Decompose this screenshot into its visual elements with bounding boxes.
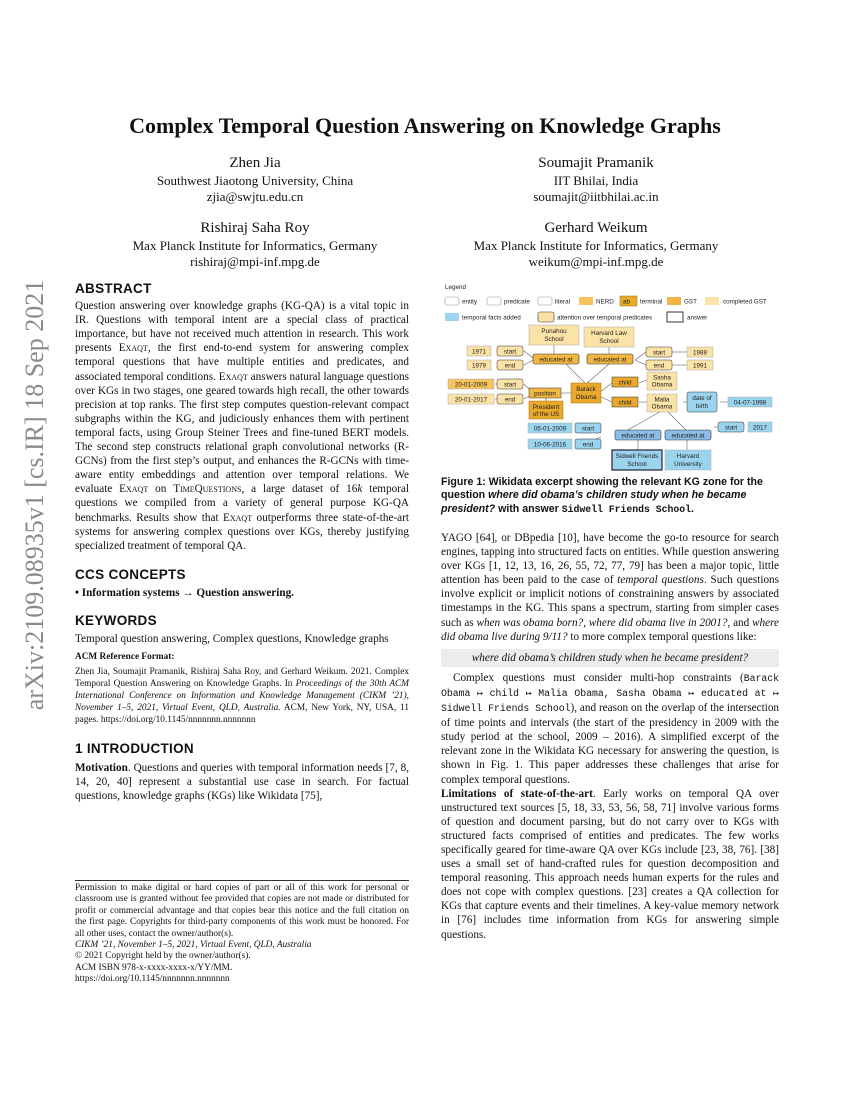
legend-completed-gst: completed GST <box>723 298 767 306</box>
svg-text:Sasha: Sasha <box>653 374 671 382</box>
keywords-heading: KEYWORDS <box>75 612 157 628</box>
right-paragraph-2: Complex questions must consider multi-hop constraints (Barack Obama ↦ child ↦ Malia Obama, Sasha Obama ↦ educated at ↦ Sidwell Friends School), and reason on the overlap of the intersection of time points and intervals (the start of the presidency in 2009 with the study period at the school, 2009 – 2016). A simplified excerpt of the relevant zone in the Wikidata KG necessary for answering the question, is shown in Fig. 1. This paper addresses these challenges that arise for complex temporal questions. <box>441 671 780 786</box>
legend-title: Legend <box>445 284 467 291</box>
left-column <box>75 282 409 803</box>
svg-text:end: end <box>504 362 516 370</box>
svg-text:School: School <box>599 338 619 345</box>
arxiv-id: arXiv:2109.08935v1 [cs.IR] 18 Sep 2021 <box>20 279 49 711</box>
right-column <box>441 531 779 942</box>
example-question-box: where did obama’s children study when he became president? <box>441 649 779 667</box>
svg-text:start: start <box>652 349 666 357</box>
svg-text:Harvard: Harvard <box>676 453 700 460</box>
author-name: Zhen Jia <box>229 155 281 171</box>
legend-literal: literal <box>555 298 571 306</box>
paper-title: Complex Temporal Question Answering on Knowledge Graphs <box>129 113 721 138</box>
svg-text:School: School <box>544 336 564 343</box>
author-block-4 <box>416 219 776 270</box>
legend-temporal-facts: temporal facts added <box>462 314 521 322</box>
svg-text:educated at: educated at <box>539 356 573 364</box>
legend-nerd: NERD <box>596 298 614 306</box>
svg-text:President: President <box>532 404 560 411</box>
svg-text:20-01-2009: 20-01-2009 <box>454 381 488 389</box>
svg-text:Malia: Malia <box>654 396 670 404</box>
svg-text:Obama: Obama <box>651 381 673 389</box>
intro-heading: 1 INTRODUCTION <box>75 740 194 756</box>
conference-info: CIKM ’21, November 1–5, 2021, Virtual Event, QLD, Australia <box>75 940 312 951</box>
svg-text:child: child <box>618 399 632 407</box>
author-email: zjia@swjtu.edu.cn <box>206 189 304 204</box>
svg-text:educated at: educated at <box>671 432 705 440</box>
svg-text:20-01-2017: 20-01-2017 <box>454 396 488 404</box>
legend-attention: attention over temporal predicates <box>557 314 653 322</box>
acm-ref-heading: ACM Reference Format: <box>75 652 175 663</box>
author-name: Rishiraj Saha Roy <box>200 220 310 236</box>
abstract-heading: ABSTRACT <box>75 281 152 296</box>
author-affiliation: Southwest Jiaotong University, China <box>156 173 354 188</box>
svg-text:School: School <box>627 461 647 468</box>
svg-text:of the US: of the US <box>532 411 560 418</box>
keywords-text: Temporal question answering, Complex questions, Knowledge graphs <box>75 633 389 646</box>
footnote-rule <box>75 880 409 881</box>
author-email: soumajit@iitbhilai.ac.in <box>533 189 659 204</box>
legend-answer-swatch <box>667 312 683 322</box>
svg-text:end: end <box>582 441 594 449</box>
author-email: rishiraj@mpi-inf.mpg.de <box>190 254 320 269</box>
legend-predicate: predicate <box>504 298 530 306</box>
svg-text:educated at: educated at <box>621 432 655 440</box>
svg-text:1971: 1971 <box>471 348 487 356</box>
legend-predicate-swatch <box>487 297 501 305</box>
isbn: ACM ISBN 978-x-xxxx-xxxx-x/YY/MM. <box>75 962 233 973</box>
svg-text:2017: 2017 <box>752 424 768 432</box>
copyright: © 2021 Copyright held by the owner/author(s). <box>75 951 251 962</box>
author-block-3 <box>75 219 435 270</box>
legend-entity-swatch <box>445 297 459 305</box>
svg-text:Harvard Law: Harvard Law <box>591 330 627 337</box>
author-affiliation: IIT Bhilai, India <box>553 173 639 188</box>
svg-text:1991: 1991 <box>692 362 708 370</box>
svg-text:start: start <box>503 348 517 356</box>
svg-text:University: University <box>674 461 702 468</box>
legend-terminal: terminal <box>640 298 663 306</box>
author-name: Soumajit Pramanik <box>538 155 654 171</box>
legend-entity: entity <box>462 298 478 306</box>
legend-ab: ab <box>623 298 631 306</box>
author-affiliation: Max Planck Institute for Informatics, Germany <box>473 238 719 253</box>
figure-caption: Figure 1: Wikidata excerpt showing the relevant KG zone for the question where did obama’s children study when he became president? with answer Sidwell Friends School. <box>441 476 763 515</box>
arxiv-sidebar <box>10 279 60 711</box>
right-paragraph-1: YAGO [64], or DBpedia [10], have become the go-to resource for search engines, tapping into structured facts on entities. While question answering over KGs [1, 12, 13, 16, 26, 55, 72, 77, 79] has been a major topic, little attention has been paid to the case of temporal questions. Such questions involve explicit or implicit notions of constraining answers by associated timestamps in the KG. This spans a spectrum, starting from simpler cases such as when was obama born?, where did obama live in 2001?, and where did obama live during 9/11? to more complex temporal questions like: <box>441 532 779 643</box>
svg-text:Obama: Obama <box>651 403 673 411</box>
svg-text:Sidwell Friends: Sidwell Friends <box>615 453 659 460</box>
svg-text:date of: date of <box>692 395 712 402</box>
right-paragraph-3: Limitations of state-of-the-art. Early works on temporal QA over unstructured text sources [5, 18, 33, 53, 56, 58, 71] involve various forms of question and document parsing, but do not carry over to KGs with structured facts comprised of entities and predicates. The few works specifically geared for time-aware QA over KGs include [23, 38, 76]. [38] uses a small set of hand-crafted rules for question decomposition and temporal reasoning. This approach needs human experts for the rules and does not cope with complex questions. [23] creates a QA collection for KGs that capture events and their timelines. A key-value memory network in [76] includes time information from KGs for answering simple questions. <box>441 787 779 941</box>
svg-text:start: start <box>503 381 517 389</box>
author-block-2 <box>416 154 776 205</box>
author-email: weikum@mpi-inf.mpg.de <box>528 254 664 269</box>
svg-text:end: end <box>653 362 665 370</box>
ccs-text: • Information systems → Question answering. <box>75 586 294 599</box>
author-name: Gerhard Weikum <box>544 220 648 236</box>
acm-ref-text: Zhen Jia, Soumajit Pramanik, Rishiraj Saha Roy, and Gerhard Weikum. 2021. Complex Temporal Question Answering on Knowledge Graphs. In Proceedings of the 30th ACM International Conference on Information and Knowledge Management (CIKM ’21), November 1–5, 2021, Virtual Event, QLD, Australia. ACM, New York, NY, USA, 11 pages. https://doi.org/10.1145/nnnnnnn.nnnnnnn <box>75 666 410 726</box>
legend-attention-swatch <box>538 312 554 322</box>
svg-text:05-01-2009: 05-01-2009 <box>533 425 567 433</box>
svg-text:end: end <box>504 396 516 404</box>
legend-gst-swatch <box>667 297 681 305</box>
legend-completed-gst-swatch <box>705 297 719 305</box>
svg-text:start: start <box>581 425 595 433</box>
author-affiliation: Max Planck Institute for Informatics, Germany <box>132 238 378 253</box>
permission-notice: Permission to make digital or hard copies of part or all of this work for personal or classroom use is granted without fee provided that copies are not made or distributed for profit or commercial advantage and that copies bear this notice and the full citation on the first page. Copyrights for third-party components of this work must be honored. For all other uses, contact the owner/author(s). <box>75 883 409 939</box>
legend-nerd-swatch <box>579 297 593 305</box>
svg-text:1988: 1988 <box>692 349 708 357</box>
abstract-text: Question answering over knowledge graphs (KG-QA) is a vital topic in IR. Questions with temporal intent are a special class of practical importance, but have not received much attention in research. This work presents Exaqt, the first end-to-end system for answering complex temporal questions that have multiple entities and predicates, and associated temporal conditions. Exaqt answers natural language questions over KGs in two stages, one geared towards high recall, the other towards precision at top ranks. The first step computes question-relevant compact subgraphs within the KG, and judiciously enhances them with pertinent temporal facts, using Group Steiner Trees and fine-tuned BERT models. The second step constructs relational graph convolutional networks (R-GCNs) from the first step’s output, and enhances the R-GCNs with time-aware entity embeddings and attention over temporal relations. We evaluate Exaqt on TimeQuestions, a large dataset of 16k temporal questions we compiled from a variety of general purpose KG-QA benchmarks. Results show that Exaqt outperforms three state-of-the-art systems for answering complex questions over KGs, thereby justifying specialized treatment of temporal QA. <box>75 300 409 552</box>
svg-text:position: position <box>534 390 556 398</box>
svg-text:birth: birth <box>695 403 709 410</box>
ccs-heading: CCS CONCEPTS <box>75 566 186 582</box>
svg-text:start: start <box>724 424 738 432</box>
svg-text:educated at: educated at <box>593 356 627 364</box>
legend-temporal-swatch <box>445 313 459 321</box>
doi: https://doi.org/10.1145/nnnnnnn.nnnnnnn <box>75 974 230 985</box>
svg-text:1979: 1979 <box>471 362 487 370</box>
svg-text:Obama: Obama <box>575 394 597 401</box>
legend-gst: GST <box>684 298 697 306</box>
author-block-1 <box>75 154 435 205</box>
svg-text:child: child <box>618 379 632 387</box>
svg-text:10-06-2016: 10-06-2016 <box>533 441 567 449</box>
svg-text:Barack: Barack <box>576 386 596 393</box>
svg-text:Punahou: Punahou <box>541 328 567 335</box>
svg-text:04-07-1998: 04-07-1998 <box>733 399 767 407</box>
intro-text: Motivation. Questions and queries with temporal information needs [7, 8, 14, 20, 40] represent a substantial use case in search. For factual questions, knowledge graphs (KGs) like Wikidata [75], <box>75 761 409 802</box>
legend-literal-swatch <box>538 297 552 305</box>
figure-1-graph <box>441 280 779 474</box>
footnote <box>75 883 409 986</box>
legend-answer: answer <box>687 314 708 322</box>
